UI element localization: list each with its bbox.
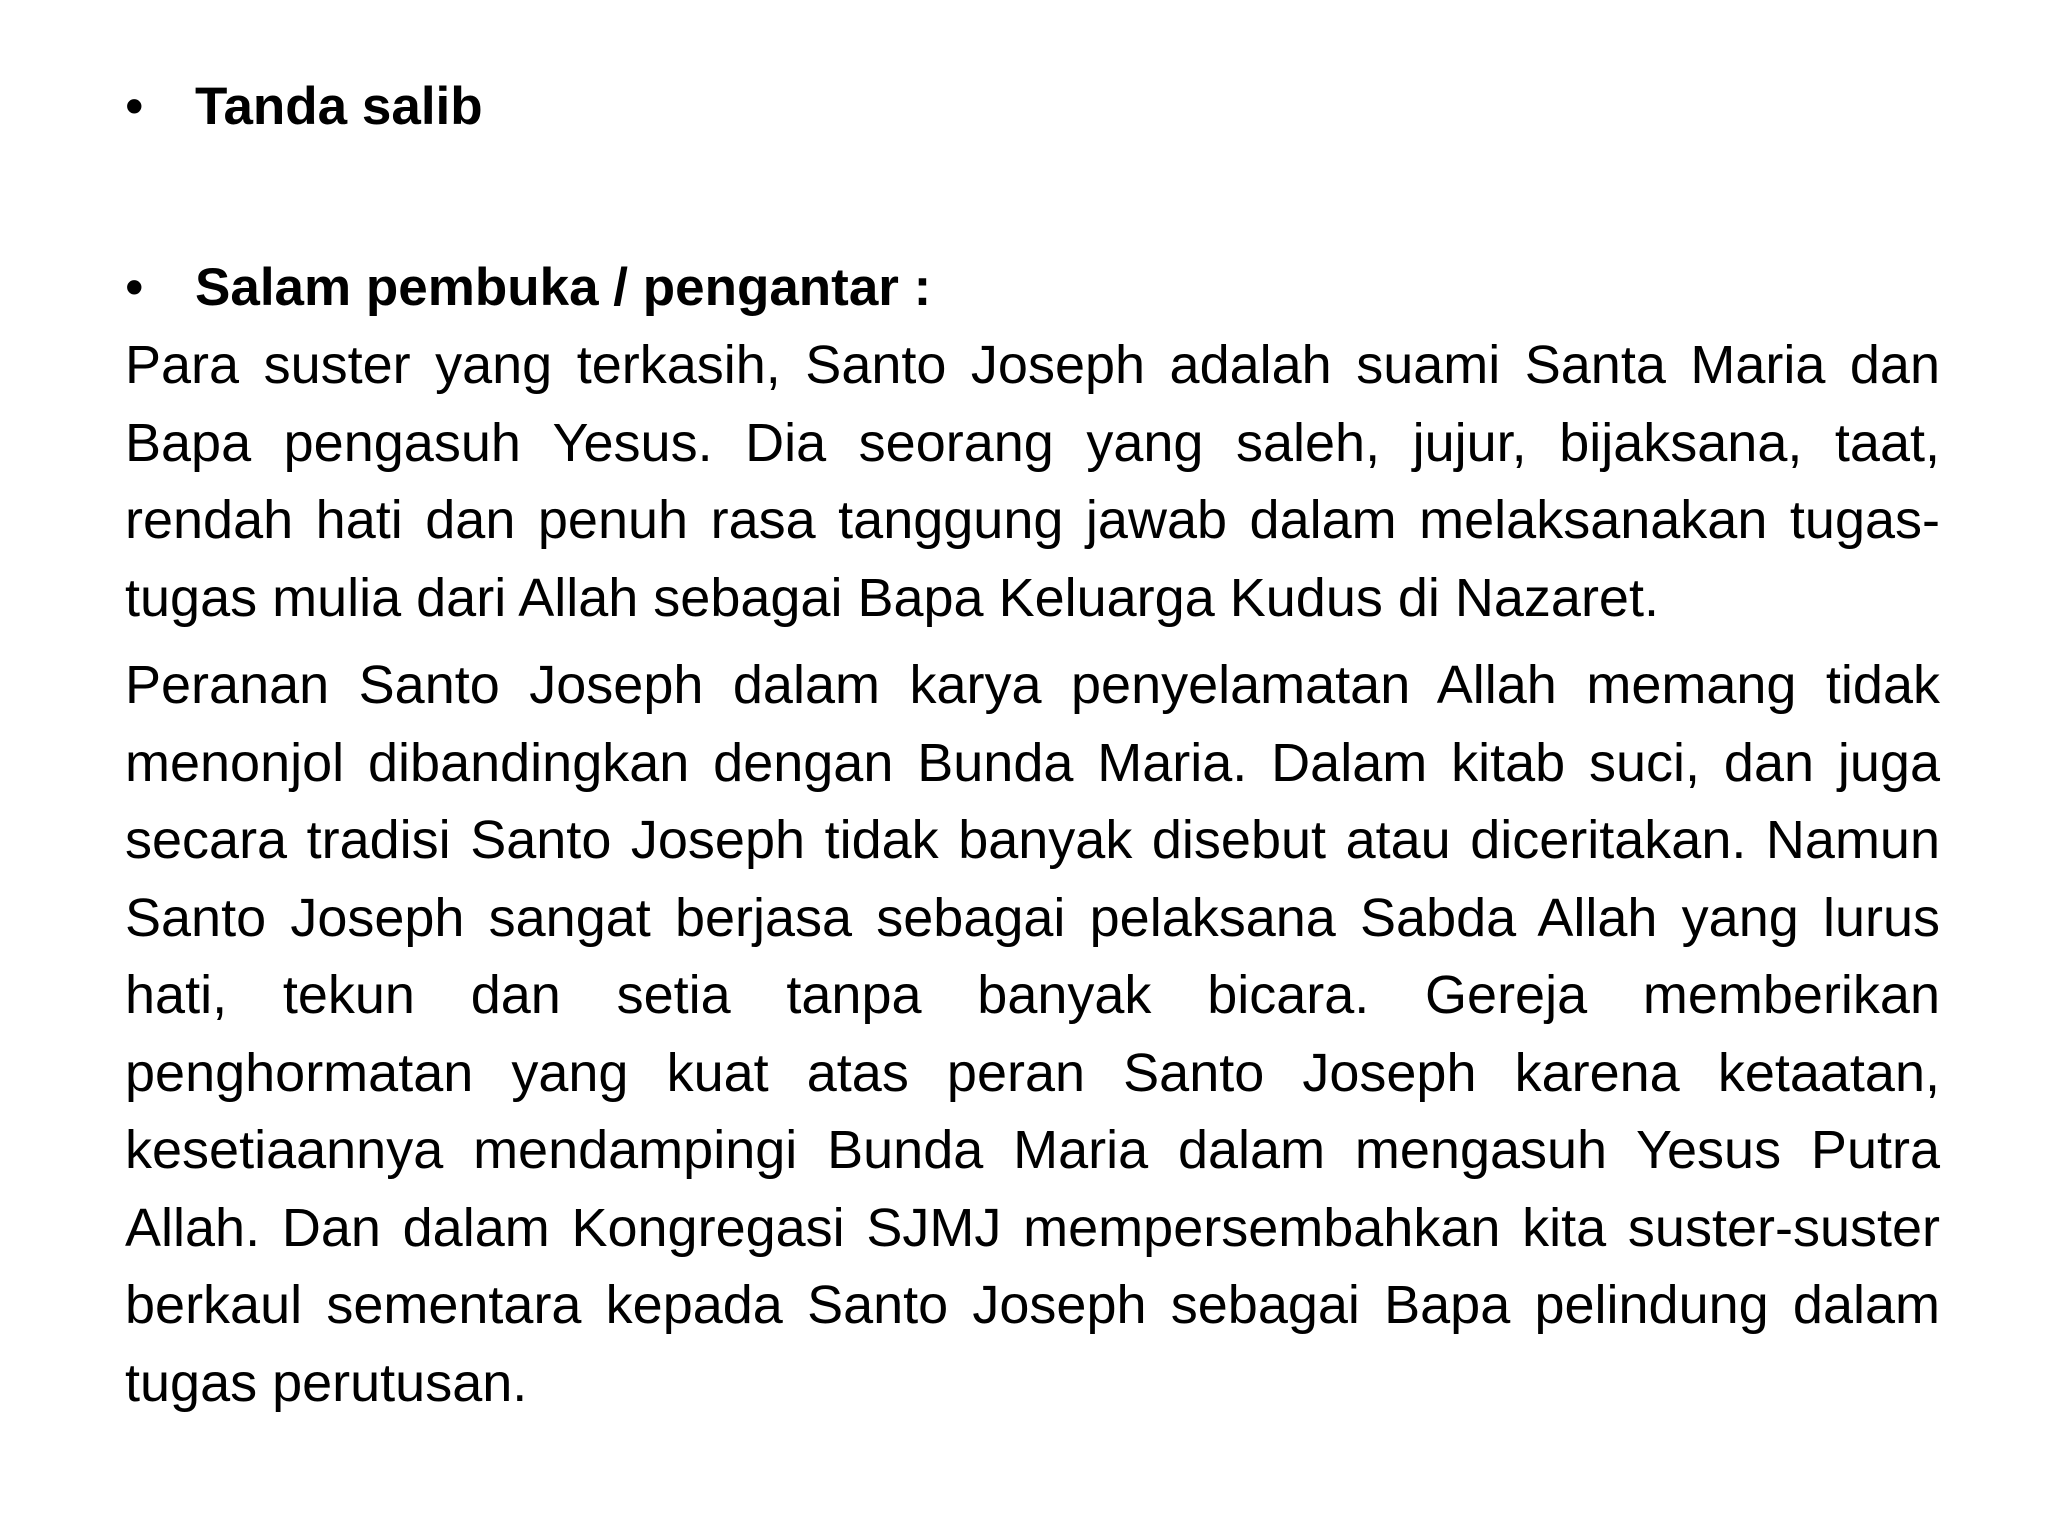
bullet-text: Salam pembuka / pengantar : [195,258,932,317]
bullet-item-salam-pembuka [125,249,1940,327]
paragraph-peranan: Peranan Santo Joseph dalam karya penyelamatan Allah memang tidak menonjol dibandingkan dengan Bunda Maria. Dalam kitab suci, dan juga secara tradisi Santo Joseph tidak banyak disebut atau diceritakan. Namun Santo Joseph sangat berjasa sebagai pelaksana Sabda Allah yang lurus hati, tekun dan setia tanpa banyak bicara. Gereja memberikan penghormatan yang kuat atas peran Santo Joseph karena ketaatan, kesetiaannya mendampingi Bunda Maria dalam mengasuh Yesus Putra Allah. Dan dalam Kongregasi SJMJ mempersembahkan kita suster-suster berkaul sementara kepada Santo Joseph sebagai Bapa pelindung dalam tugas perutusan. [125,655,1940,1413]
paragraph-intro: Para suster yang terkasih, Santo Joseph adalah suami Santa Maria dan Bapa pengasuh Yesus. Dia seorang yang saleh, jujur, bijaksana, taat, rendah hati dan penuh rasa tanggung jawab dalam melaksanakan tugas-tugas mulia dari Allah sebagai Bapa Keluarga Kudus di Nazaret. [125,335,1940,628]
bullet-item-tanda-salib [125,68,1940,146]
bullet-icon: • [125,77,144,136]
slide-content [125,68,1940,1422]
bullet-icon: • [125,258,144,317]
bullet-text: Tanda salib [195,77,483,136]
